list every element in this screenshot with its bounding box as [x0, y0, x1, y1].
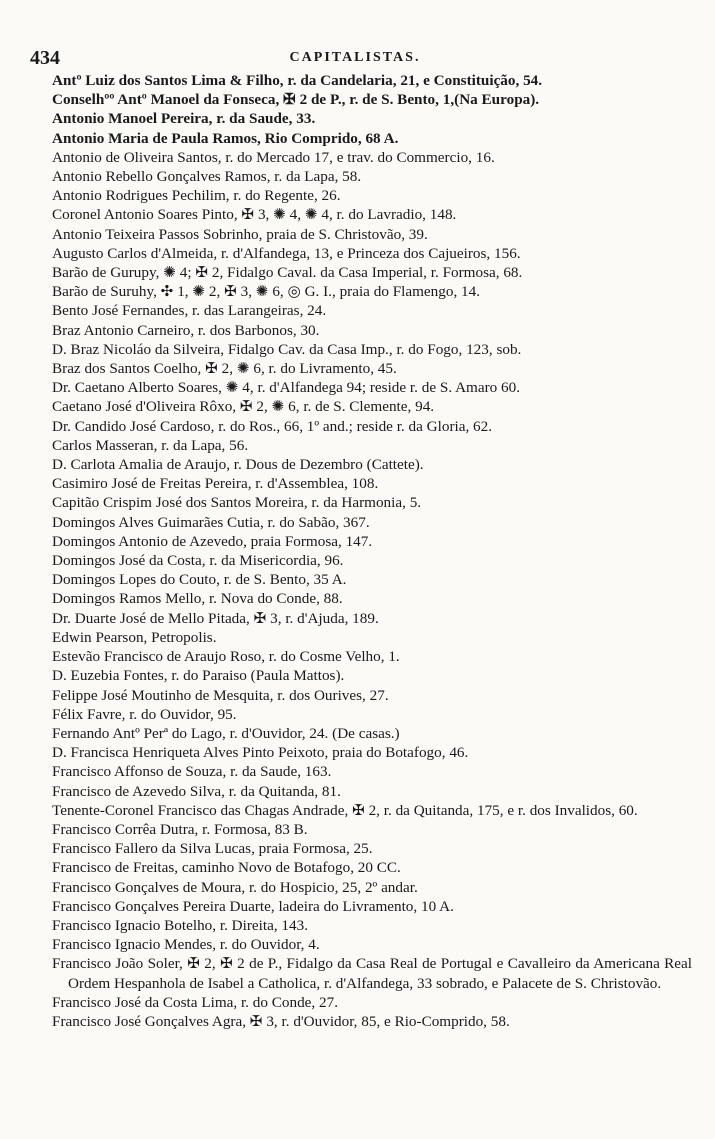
- directory-list: [52, 71, 692, 1031]
- directory-entry: D. Euzebia Fontes, r. do Paraiso (Paula Mattos).: [52, 667, 345, 685]
- directory-entry: Antonio Manoel Pereira, r. da Saude, 33.: [52, 110, 316, 128]
- directory-entry: Francisco Ignacio Botelho, r. Direita, 143.: [52, 916, 309, 934]
- directory-entry: Bento José Fernandes, r. das Larangeiras, 24.: [52, 302, 327, 320]
- directory-entry: Francisco Affonso de Souza, r. da Saude, 163.: [52, 763, 332, 781]
- directory-entry: Dr. Duarte José de Mello Pitada, ✠ 3, r. d'Ajuda, 189.: [52, 609, 379, 627]
- directory-entry: Tenente-Coronel Francisco das Chagas Andrade, ✠ 2, r. da Quitanda, 175, e r. dos Invalidos, 60.: [52, 801, 638, 819]
- directory-entry: Antonio Teixeira Passos Sobrinho, praia de S. Christovão, 39.: [52, 225, 428, 243]
- directory-entry: Francisco Gonçalves Pereira Duarte, ladeira do Livramento, 10 A.: [52, 897, 454, 915]
- directory-entry: Domingos Antonio de Azevedo, praia Formosa, 147.: [52, 532, 373, 550]
- directory-entry: Domingos Alves Guimarães Cutia, r. do Sabão, 367.: [52, 513, 370, 531]
- directory-entry: Antonio de Oliveira Santos, r. do Mercado 17, e trav. do Commercio, 16.: [52, 148, 495, 166]
- directory-entry: Capitão Crispim José dos Santos Moreira, r. da Harmonia, 5.: [52, 494, 422, 512]
- directory-entry: Antº Luiz dos Santos Lima & Filho, r. da Candelaria, 21, e Constituição, 54.: [52, 72, 543, 89]
- directory-entry: Francisco Fallero da Silva Lucas, praia Formosa, 25.: [52, 840, 373, 858]
- directory-entry: D. Carlota Amalia de Araujo, r. Dous de Dezembro (Cattete).: [52, 456, 424, 474]
- directory-entry: Francisco José Gonçalves Agra, ✠ 3, r. d'Ouvidor, 85, e Rio-Comprido, 58.: [52, 1012, 510, 1030]
- directory-entry: Braz Antonio Carneiro, r. dos Barbonos, 30.: [52, 321, 320, 339]
- directory-entry: Caetano José d'Oliveira Rôxo, ✠ 2, ✺ 6, r. de S. Clemente, 94.: [52, 398, 435, 416]
- directory-entry: Francisco de Freitas, caminho Novo de Botafogo, 20 CC.: [52, 859, 401, 877]
- directory-entry: Dr. Caetano Alberto Soares, ✺ 4, r. d'Alfandega 94; reside r. de S. Amaro 60.: [52, 379, 521, 397]
- directory-entry: Augusto Carlos d'Almeida, r. d'Alfandega, 13, e Princeza dos Cajueiros, 156.: [52, 244, 521, 262]
- directory-entry: Coronel Antonio Soares Pinto, ✠ 3, ✺ 4, ✺ 4, r. do Lavradio, 148.: [52, 206, 457, 224]
- directory-entry: Carlos Masseran, r. da Lapa, 56.: [52, 436, 249, 454]
- directory-entry: Francisco José da Costa Lima, r. do Conde, 27.: [52, 993, 338, 1011]
- directory-entry: Conselhºº Antº Manoel da Fonseca, ✠ 2 de P., r. de S. Bento, 1,(Na Europa).: [52, 91, 540, 109]
- directory-entry: Félix Favre, r. do Ouvidor, 95.: [52, 705, 237, 723]
- directory-entry: Francisco Gonçalves de Moura, r. do Hospicio, 25, 2º andar.: [52, 878, 418, 896]
- directory-entry: Domingos Ramos Mello, r. Nova do Conde, 88.: [52, 590, 343, 608]
- directory-entry: Fernando Antº Perª do Lago, r. d'Ouvidor, 24. (De casas.): [52, 724, 400, 742]
- directory-entry: Barão de Gurupy, ✺ 4; ✠ 2, Fidalgo Caval. da Casa Imperial, r. Formosa, 68.: [52, 264, 523, 282]
- page-number: 434: [30, 47, 60, 69]
- directory-entry: Francisco Ignacio Mendes, r. do Ouvidor, 4.: [52, 936, 320, 954]
- directory-entry: Antonio Rodrigues Pechilim, r. do Regente, 26.: [52, 187, 341, 205]
- directory-entry: Dr. Candido José Cardoso, r. do Ros., 66, 1º and.; reside r. da Gloria, 62.: [52, 417, 493, 435]
- directory-entry: Domingos José da Costa, r. da Misericordia, 96.: [52, 552, 344, 570]
- directory-entry: Domingos Lopes do Couto, r. de S. Bento, 35 A.: [52, 571, 347, 589]
- directory-entry: D. Francisca Henriqueta Alves Pinto Peixoto, praia do Botafogo, 46.: [52, 744, 469, 762]
- directory-entry: Felippe José Moutinho de Mesquita, r. dos Ourives, 27.: [52, 686, 389, 704]
- running-title: CAPITALISTAS.: [289, 50, 421, 65]
- directory-entry: Francisco Corrêa Dutra, r. Formosa, 83 B.: [52, 820, 308, 838]
- directory-entry: D. Braz Nicoláo da Silveira, Fidalgo Cav. da Casa Imp., r. do Fogo, 123, sob.: [52, 340, 522, 358]
- directory-entry: Antonio Rebello Gonçalves Ramos, r. da Lapa, 58.: [52, 168, 362, 186]
- directory-entry: Antonio Maria de Paula Ramos, Rio Comprido, 68 A.: [52, 129, 399, 147]
- directory-entry: Edwin Pearson, Petropolis.: [52, 628, 217, 646]
- page-header: [30, 47, 680, 71]
- directory-entry: Francisco de Azevedo Silva, r. da Quitanda, 81.: [52, 782, 341, 800]
- directory-entry: Casimiro José de Freitas Pereira, r. d'Assemblea, 108.: [52, 475, 379, 493]
- directory-entry: Braz dos Santos Coelho, ✠ 2, ✺ 6, r. do Livramento, 45.: [52, 360, 397, 378]
- directory-entry: Estevão Francisco de Araujo Roso, r. do Cosme Velho, 1.: [52, 648, 400, 666]
- directory-entry: Francisco João Soler, ✠ 2, ✠ 2 de P., Fidalgo da Casa Real de Portugal e Cavalleiro da Americana Real Ordem Hespanhola de Isabel a Catholica, r. d'Alfandega, 33 sobrado, e Palacete de S. Christovão.: [52, 955, 692, 992]
- directory-entry: Barão de Suruhy, ✣ 1, ✺ 2, ✠ 3, ✺ 6, ◎ G. I., praia do Flamengo, 14.: [52, 283, 481, 301]
